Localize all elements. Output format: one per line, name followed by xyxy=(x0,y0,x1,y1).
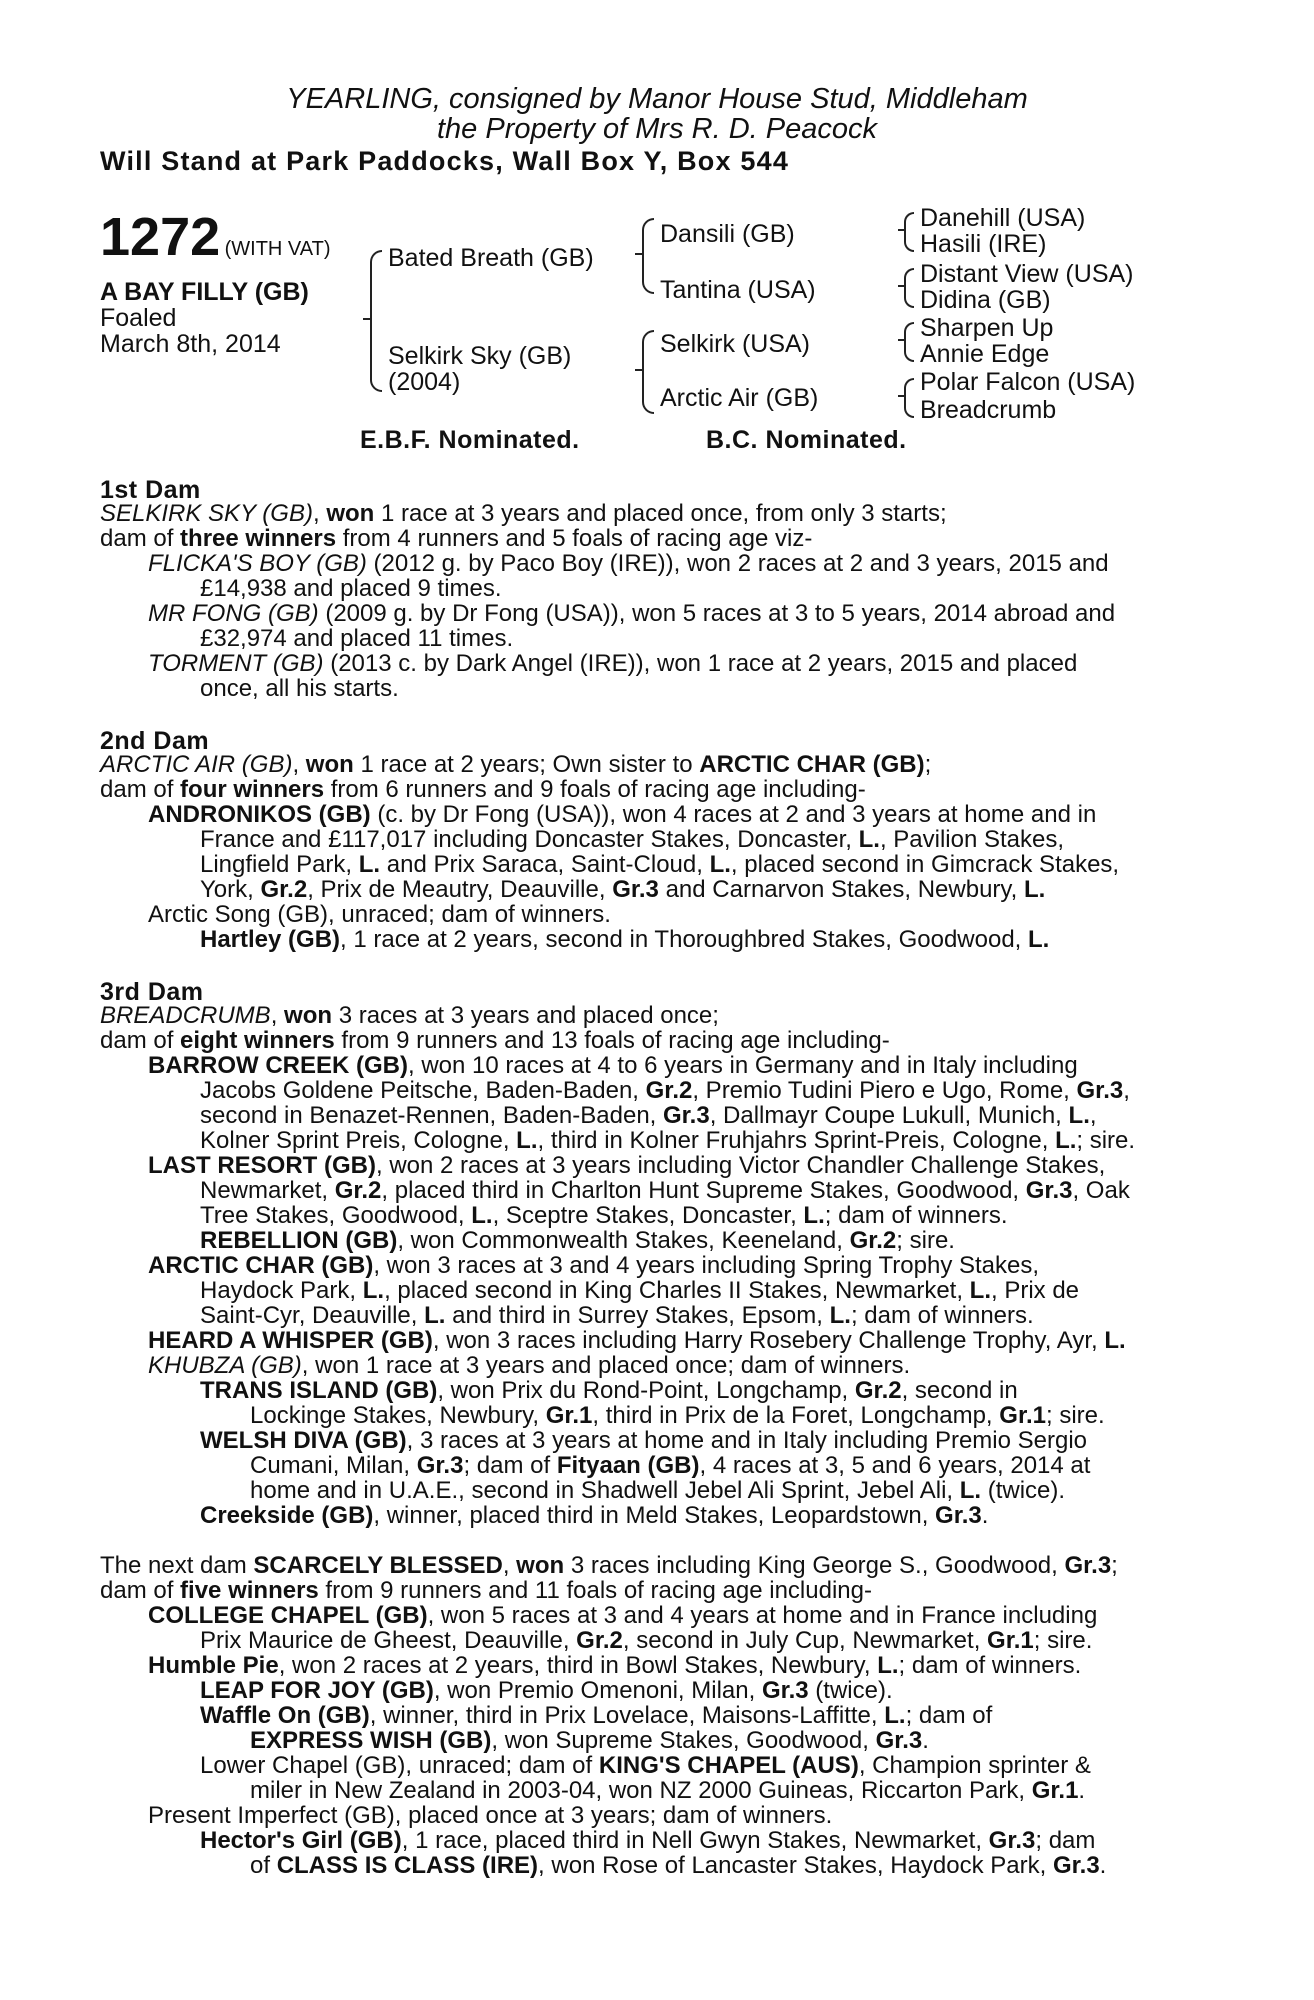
next-dam-line: COLLEGE CHAPEL (GB), won 5 races at 3 and 4 years at home and in France including xyxy=(148,1602,1098,1629)
pedigree-dd: Arctic Air (GB) xyxy=(660,384,819,412)
third-dam-line: BARROW CREEK (GB), won 10 races at 4 to 6 years in Germany and in Italy including xyxy=(148,1052,1078,1079)
next-dam-line: miler in New Zealand in 2003-04, won NZ 2000 Guineas, Riccarton Park, Gr.1. xyxy=(250,1777,1086,1804)
first-dam-line: £14,938 and placed 9 times. xyxy=(200,575,502,602)
third-dam-line: BREADCRUMB, won 3 races at 3 years and placed once; xyxy=(100,1002,719,1029)
third-dam-line: WELSH DIVA (GB), 3 races at 3 years at home and in Italy including Premio Sergio xyxy=(200,1427,1088,1454)
third-dam-line: KHUBZA (GB), won 1 race at 3 years and placed once; dam of winners. xyxy=(148,1352,911,1379)
third-dam-line: Kolner Sprint Preis, Cologne, L., third in Kolner Fruhjahrs Sprint-Preis, Cologne, L.; sire. xyxy=(200,1127,1136,1154)
third-dam-line: Newmarket, Gr.2, placed third in Charlton Hunt Supreme Stakes, Goodwood, Gr.3, Oak xyxy=(200,1177,1130,1204)
pedigree-sds: Distant View (USA) xyxy=(920,260,1134,288)
pedigree-sire: Bated Breath (GB) xyxy=(388,244,594,272)
first-dam-line: £32,974 and placed 11 times. xyxy=(200,625,514,652)
first-dam-line: SELKIRK SKY (GB), won 1 race at 3 years and placed once, from only 3 starts; xyxy=(100,500,947,527)
second-dam-line: dam of four winners from 6 runners and 9 foals of racing age including- xyxy=(100,776,866,803)
pedigree-ssd: Hasili (IRE) xyxy=(920,230,1047,258)
pedigree-sdd: Didina (GB) xyxy=(920,286,1051,314)
next-dam-line: Waffle On (GB), winner, third in Prix Lovelace, Maisons-Laffitte, L.; dam of xyxy=(200,1702,993,1729)
third-dam-line: LAST RESORT (GB), won 2 races at 3 years including Victor Chandler Challenge Stakes, xyxy=(148,1152,1106,1179)
third-dam-line: dam of eight winners from 9 runners and 13 foals of racing age including- xyxy=(100,1027,890,1054)
next-dam-line: The next dam SCARCELY BLESSED, won 3 races including King George S., Goodwood, Gr.3; xyxy=(100,1552,1118,1579)
next-dam-line: Prix Maurice de Gheest, Deauville, Gr.2, second in July Cup, Newmarket, Gr.1; sire. xyxy=(200,1627,1093,1654)
pedigree-brace-3c-tip xyxy=(898,339,906,341)
header-stand: Will Stand at Park Paddocks, Wall Box Y, Box 544 xyxy=(100,146,790,176)
third-dam-line: Cumani, Milan, Gr.3; dam of Fityaan (GB), 4 races at 3, 5 and 6 years, 2014 at xyxy=(250,1452,1091,1479)
next-dam-line: Present Imperfect (GB), placed once at 3 years; dam of winners. xyxy=(148,1802,833,1829)
second-dam-line: Hartley (GB), 1 race at 2 years, second in Thoroughbred Stakes, Goodwood, L. xyxy=(200,926,1050,953)
third-dam-line: home and in U.A.E., second in Shadwell Jebel Ali Sprint, Jebel Ali, L. (twice). xyxy=(250,1477,1066,1504)
pedigree-ddd: Breadcrumb xyxy=(920,396,1057,424)
next-dam-line: Hector's Girl (GB), 1 race, placed third in Nell Gwyn Stakes, Newmarket, Gr.3; dam xyxy=(200,1827,1096,1854)
next-dam-line: EXPRESS WISH (GB), won Supreme Stakes, Goodwood, Gr.3. xyxy=(250,1727,929,1754)
pedigree-brace-2a-tip xyxy=(635,253,643,255)
pedigree-ds: Selkirk (USA) xyxy=(660,330,811,358)
pedigree-dss: Sharpen Up xyxy=(920,314,1054,342)
pedigree-dds: Polar Falcon (USA) xyxy=(920,368,1136,396)
second-dam-line: ARCTIC AIR (GB), won 1 race at 2 years; Own sister to ARCTIC CHAR (GB); xyxy=(100,751,932,778)
first-dam-line: TORMENT (GB) (2013 c. by Dark Angel (IRE)), won 1 race at 2 years, 2015 and placed xyxy=(148,650,1078,677)
pedigree-sss: Danehill (USA) xyxy=(920,204,1086,232)
third-dam-line: HEARD A WHISPER (GB), won 3 races including Harry Rosebery Challenge Trophy, Ayr, L. xyxy=(148,1327,1126,1354)
next-dam-line: dam of five winners from 9 runners and 11 foals of racing age including- xyxy=(100,1577,872,1604)
next-dam-line: Humble Pie, won 2 races at 2 years, third in Bowl Stakes, Newbury, L.; dam of winners. xyxy=(148,1652,1082,1679)
pedigree-brace-3b xyxy=(904,268,914,308)
second-dam-line: France and £117,017 including Doncaster Stakes, Doncaster, L., Pavilion Stakes, xyxy=(200,826,1065,853)
pedigree-brace-3a xyxy=(904,212,914,252)
third-dam-line: REBELLION (GB), won Commonwealth Stakes, Keeneland, Gr.2; sire. xyxy=(200,1227,955,1254)
horse-name: A BAY FILLY (GB) xyxy=(100,278,309,306)
next-dam-line: of CLASS IS CLASS (IRE), won Rose of Lancaster Stakes, Haydock Park, Gr.3. xyxy=(250,1852,1107,1879)
second-dam-line: York, Gr.2, Prix de Meautry, Deauville, Gr.3 and Carnarvon Stakes, Newbury, L. xyxy=(200,876,1046,903)
lot-number: 1272 xyxy=(100,207,221,267)
pedigree-brace-2b xyxy=(642,330,654,414)
pedigree-brace-1 xyxy=(370,250,382,392)
foaled-label: Foaled xyxy=(100,304,177,332)
bc-nomination: B.C. Nominated. xyxy=(706,426,907,454)
header-consignor: YEARLING, consigned by Manor House Stud, Middleham xyxy=(286,83,1028,115)
ebf-nomination: E.B.F. Nominated. xyxy=(360,426,580,454)
first-dam-line: once, all his starts. xyxy=(200,675,399,702)
pedigree-brace-3b-tip xyxy=(898,285,906,287)
second-dam-heading: 2nd Dam xyxy=(100,727,210,755)
third-dam-line: Saint-Cyr, Deauville, L. and third in Surrey Stakes, Epsom, L.; dam of winners. xyxy=(200,1302,1034,1329)
third-dam-line: Creekside (GB), winner, placed third in Meld Stakes, Leopardstown, Gr.3. xyxy=(200,1502,989,1529)
third-dam-heading: 3rd Dam xyxy=(100,978,204,1006)
next-dam-line: Lower Chapel (GB), unraced; dam of KING'S CHAPEL (AUS), Champion sprinter & xyxy=(200,1752,1091,1779)
third-dam-line: Haydock Park, L., placed second in King Charles II Stakes, Newmarket, L., Prix de xyxy=(200,1277,1080,1304)
pedigree-dam-year: (2004) xyxy=(388,368,461,396)
pedigree-sd: Tantina (USA) xyxy=(660,276,816,304)
first-dam-line: FLICKA'S BOY (GB) (2012 g. by Paco Boy (IRE)), won 2 races at 2 and 3 years, 2015 and xyxy=(148,550,1109,577)
pedigree-brace-1-tip xyxy=(363,318,371,320)
lot-number-block xyxy=(100,206,331,268)
third-dam-line: Jacobs Goldene Peitsche, Baden-Baden, Gr.2, Premio Tudini Piero e Ugo, Rome, Gr.3, xyxy=(200,1077,1130,1104)
pedigree-brace-3d-tip xyxy=(898,395,906,397)
header-property: the Property of Mrs R. D. Peacock xyxy=(437,113,877,145)
first-dam-line: MR FONG (GB) (2009 g. by Dr Fong (USA)), won 5 races at 3 to 5 years, 2014 abroad and xyxy=(148,600,1116,627)
first-dam-line: dam of three winners from 4 runners and 5 foals of racing age viz- xyxy=(100,525,813,552)
vat-label: (WITH VAT) xyxy=(224,238,331,260)
second-dam-line: Arctic Song (GB), unraced; dam of winners. xyxy=(148,901,611,928)
foaled-date: March 8th, 2014 xyxy=(100,330,281,358)
first-dam-heading: 1st Dam xyxy=(100,476,201,504)
third-dam-line: Tree Stakes, Goodwood, L., Sceptre Stakes, Doncaster, L.; dam of winners. xyxy=(200,1202,1008,1229)
pedigree-brace-3c xyxy=(904,322,914,362)
pedigree-ss: Dansili (GB) xyxy=(660,220,795,248)
pedigree-dsd: Annie Edge xyxy=(920,340,1050,368)
third-dam-line: second in Benazet-Rennen, Baden-Baden, Gr.3, Dallmayr Coupe Lukull, Munich, L., xyxy=(200,1102,1097,1129)
third-dam-line: ARCTIC CHAR (GB), won 3 races at 3 and 4 years including Spring Trophy Stakes, xyxy=(148,1252,1040,1279)
third-dam-line: TRANS ISLAND (GB), won Prix du Rond-Point, Longchamp, Gr.2, second in xyxy=(200,1377,1018,1404)
pedigree-brace-3d xyxy=(904,378,914,418)
third-dam-line: Lockinge Stakes, Newbury, Gr.1, third in Prix de la Foret, Longchamp, Gr.1; sire. xyxy=(250,1402,1105,1429)
pedigree-brace-2b-tip xyxy=(635,369,643,371)
second-dam-line: ANDRONIKOS (GB) (c. by Dr Fong (USA)), won 4 races at 2 and 3 years at home and in xyxy=(148,801,1097,828)
pedigree-brace-3a-tip xyxy=(898,229,906,231)
next-dam-line: LEAP FOR JOY (GB), won Premio Omenoni, Milan, Gr.3 (twice). xyxy=(200,1677,893,1704)
pedigree-brace-2a xyxy=(642,218,654,294)
second-dam-line: Lingfield Park, L. and Prix Saraca, Saint-Cloud, L., placed second in Gimcrack Stakes, xyxy=(200,851,1120,878)
pedigree-dam: Selkirk Sky (GB) xyxy=(388,342,572,370)
